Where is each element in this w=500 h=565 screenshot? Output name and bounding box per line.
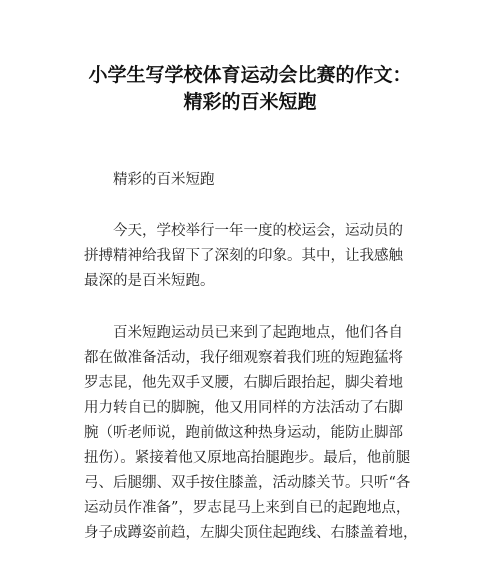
paragraph-line: 运动员作准备”，罗志昆马上来到自已的起跑地点， [84,500,411,516]
document-title-line-2: 精彩的百米短跑 [183,91,317,113]
paragraph-line: 身子成蹲姿前趋，左脚尖顶住起跑线、右膝盖着地， [84,525,418,541]
paragraph-line: 最深的是百米短跑。 [84,273,215,289]
paragraph-line: 弓、后腿绷、双手按住膝盖，活动膝关节。只听“各 [84,475,411,491]
paragraph-line: 腕（听老师说，跑前做这种热身运动，能防止脚部 [84,425,403,441]
paragraph-line: 都在做准备活动，我仔细观察着我们班的短跑猛将 [84,350,403,366]
article-subheading: 精彩的百米短跑 [113,172,215,188]
paragraph-line: 今天，学校举行一年一度的校运会，运动员的 [113,223,403,239]
paragraph-line: 用力转自已的脚腕，他又用同样的方法活动了右脚 [84,400,403,416]
paragraph-line: 拼搏精神给我留下了深刻的印象。其中，让我感触 [84,248,403,264]
paragraph-line: 百米短跑运动员已来到了起跑地点，他们各自 [113,325,403,341]
paragraph-line: 罗志昆，他先双手叉腰，右脚后跟抬起，脚尖着地 [84,375,403,391]
document-title-line-1: 小学生写学校体育运动会比赛的作文： [88,64,412,86]
paragraph-line: 扭伤）。紧接着他又原地高抬腿跑步。最后，他前腿 [84,450,411,466]
